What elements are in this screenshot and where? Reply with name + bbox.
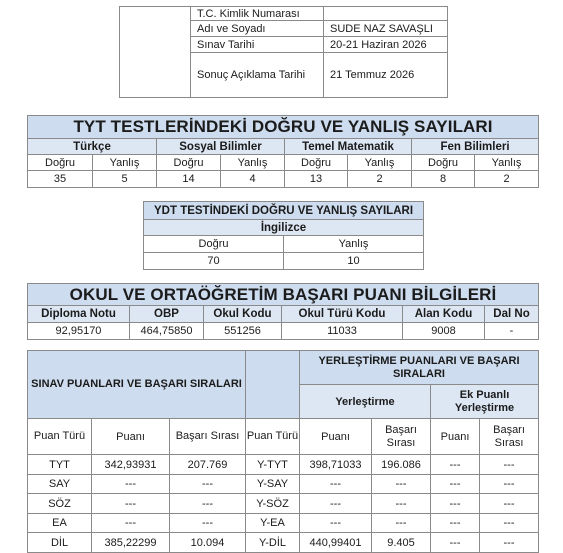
score-type-header: Puan Türü: [28, 419, 92, 455]
info-label: T.C. Kimlik Numarası: [191, 7, 324, 21]
ydt-results-table: [143, 201, 424, 270]
score-type: SÖZ: [28, 494, 92, 514]
rank-value: 196.086: [372, 455, 431, 475]
yanlis-value: 10: [284, 253, 424, 270]
extra-score-value: ---: [431, 494, 480, 514]
yanlis-label: Yanlış: [93, 155, 157, 171]
score-header: Puanı: [92, 419, 170, 455]
school-value: 92,95170: [28, 323, 130, 340]
info-value: [324, 7, 448, 21]
rank-value: ---: [372, 494, 431, 514]
dogru-value: 35: [28, 171, 93, 188]
placement-scores-table: [245, 350, 539, 553]
school-info-table: [27, 283, 539, 340]
placement-title: YERLEŞTİRME PUANLARI VE BAŞARI SIRALARI: [300, 351, 539, 385]
rank-value: ---: [372, 514, 431, 533]
ydt-subject: İngilizce: [144, 220, 424, 236]
subject-header: Sosyal Bilimler: [157, 139, 285, 155]
subject-header: Temel Matematik: [285, 139, 412, 155]
yanlis-label: Yanlış: [475, 155, 539, 171]
score-value: ---: [300, 494, 372, 514]
school-header: Okul Türü Kodu: [282, 306, 403, 323]
score-type-header: Puan Türü: [246, 419, 300, 455]
rank-header: Başarı Sırası: [480, 419, 539, 455]
score-value: ---: [300, 475, 372, 494]
score-value: ---: [92, 494, 170, 514]
extra-rank-value: ---: [480, 494, 539, 514]
extra-rank-value: ---: [480, 533, 539, 553]
score-type: Y-TYT: [246, 455, 300, 475]
school-header: Dal No: [485, 306, 539, 323]
score-type: DİL: [28, 533, 92, 553]
rank-value: 10.094: [170, 533, 246, 553]
yanlis-value: 5: [93, 171, 157, 188]
subject-header: Fen Bilimleri: [412, 139, 539, 155]
tyt-title: TYT TESTLERİNDEKİ DOĞRU VE YANLIŞ SAYILARI: [28, 116, 539, 139]
score-type: Y-DİL: [246, 533, 300, 553]
yanlis-value: 2: [348, 171, 412, 188]
score-value: 398,71033: [300, 455, 372, 475]
placement-corner: [246, 351, 300, 419]
rank-value: ---: [170, 514, 246, 533]
school-header: Alan Kodu: [403, 306, 485, 323]
score-type: EA: [28, 514, 92, 533]
dogru-value: 8: [412, 171, 475, 188]
yanlis-label: Yanlış: [348, 155, 412, 171]
subject-header: Türkçe: [28, 139, 157, 155]
rank-header: Başarı Sırası: [372, 419, 431, 455]
dogru-value: 70: [144, 253, 284, 270]
rank-value: 207.769: [170, 455, 246, 475]
photo-area: [120, 7, 191, 98]
score-value: 440,99401: [300, 533, 372, 553]
extra-rank-value: ---: [480, 455, 539, 475]
school-value: -: [485, 323, 539, 340]
rank-header: Başarı Sırası: [170, 419, 246, 455]
score-type: Y-EA: [246, 514, 300, 533]
dogru-label: Doğru: [28, 155, 93, 171]
school-value: 11033: [282, 323, 403, 340]
dogru-label: Doğru: [412, 155, 475, 171]
info-label: Sınav Tarihi: [191, 37, 324, 53]
rank-value: 9.405: [372, 533, 431, 553]
score-value: ---: [300, 514, 372, 533]
extra-rank-value: ---: [480, 514, 539, 533]
info-value: 20-21 Haziran 2026: [324, 37, 448, 53]
yanlis-label: Yanlış: [221, 155, 285, 171]
placement-group-header: Yerleştirme: [300, 385, 431, 419]
extra-rank-value: ---: [480, 475, 539, 494]
score-type: TYT: [28, 455, 92, 475]
school-header: Diploma Notu: [28, 306, 130, 323]
tyt-results-table: [27, 115, 539, 188]
school-title: OKUL VE ORTAÖĞRETİM BAŞARI PUANI BİLGİLERİ: [28, 284, 539, 306]
extra-score-value: ---: [431, 455, 480, 475]
score-type: Y-SÖZ: [246, 494, 300, 514]
extra-placement-group-header: Ek Puanlı Yerleştirme: [431, 385, 539, 419]
rank-value: ---: [170, 475, 246, 494]
info-value: 21 Temmuz 2026: [324, 53, 448, 98]
ydt-title: YDT TESTİNDEKİ DOĞRU VE YANLIŞ SAYILARI: [144, 202, 424, 220]
personal-info-table: [119, 6, 448, 98]
school-value: 464,75850: [130, 323, 204, 340]
score-value: 385,22299: [92, 533, 170, 553]
school-header: Okul Kodu: [204, 306, 282, 323]
yanlis-label: Yanlış: [284, 236, 424, 253]
extra-score-value: ---: [431, 475, 480, 494]
score-header: Puanı: [300, 419, 372, 455]
score-type: SAY: [28, 475, 92, 494]
dogru-label: Doğru: [285, 155, 348, 171]
rank-value: ---: [372, 475, 431, 494]
score-value: ---: [92, 514, 170, 533]
score-header: Puanı: [431, 419, 480, 455]
extra-score-value: ---: [431, 514, 480, 533]
school-header: OBP: [130, 306, 204, 323]
exam-scores-title: SINAV PUANLARI VE BAŞARI SIRALARI: [28, 351, 246, 419]
info-value: SUDE NAZ SAVAŞLI: [324, 21, 448, 37]
yanlis-value: 4: [221, 171, 285, 188]
yanlis-value: 2: [475, 171, 539, 188]
dogru-value: 13: [285, 171, 348, 188]
score-value: 342,93931: [92, 455, 170, 475]
info-label: Adı ve Soyadı: [191, 21, 324, 37]
school-value: 9008: [403, 323, 485, 340]
school-value: 551256: [204, 323, 282, 340]
dogru-value: 14: [157, 171, 221, 188]
info-label: Sonuç Açıklama Tarihi: [191, 53, 324, 98]
rank-value: ---: [170, 494, 246, 514]
extra-score-value: ---: [431, 533, 480, 553]
score-value: ---: [92, 475, 170, 494]
score-type: Y-SAY: [246, 475, 300, 494]
dogru-label: Doğru: [157, 155, 221, 171]
dogru-label: Doğru: [144, 236, 284, 253]
exam-scores-table: [27, 350, 246, 553]
